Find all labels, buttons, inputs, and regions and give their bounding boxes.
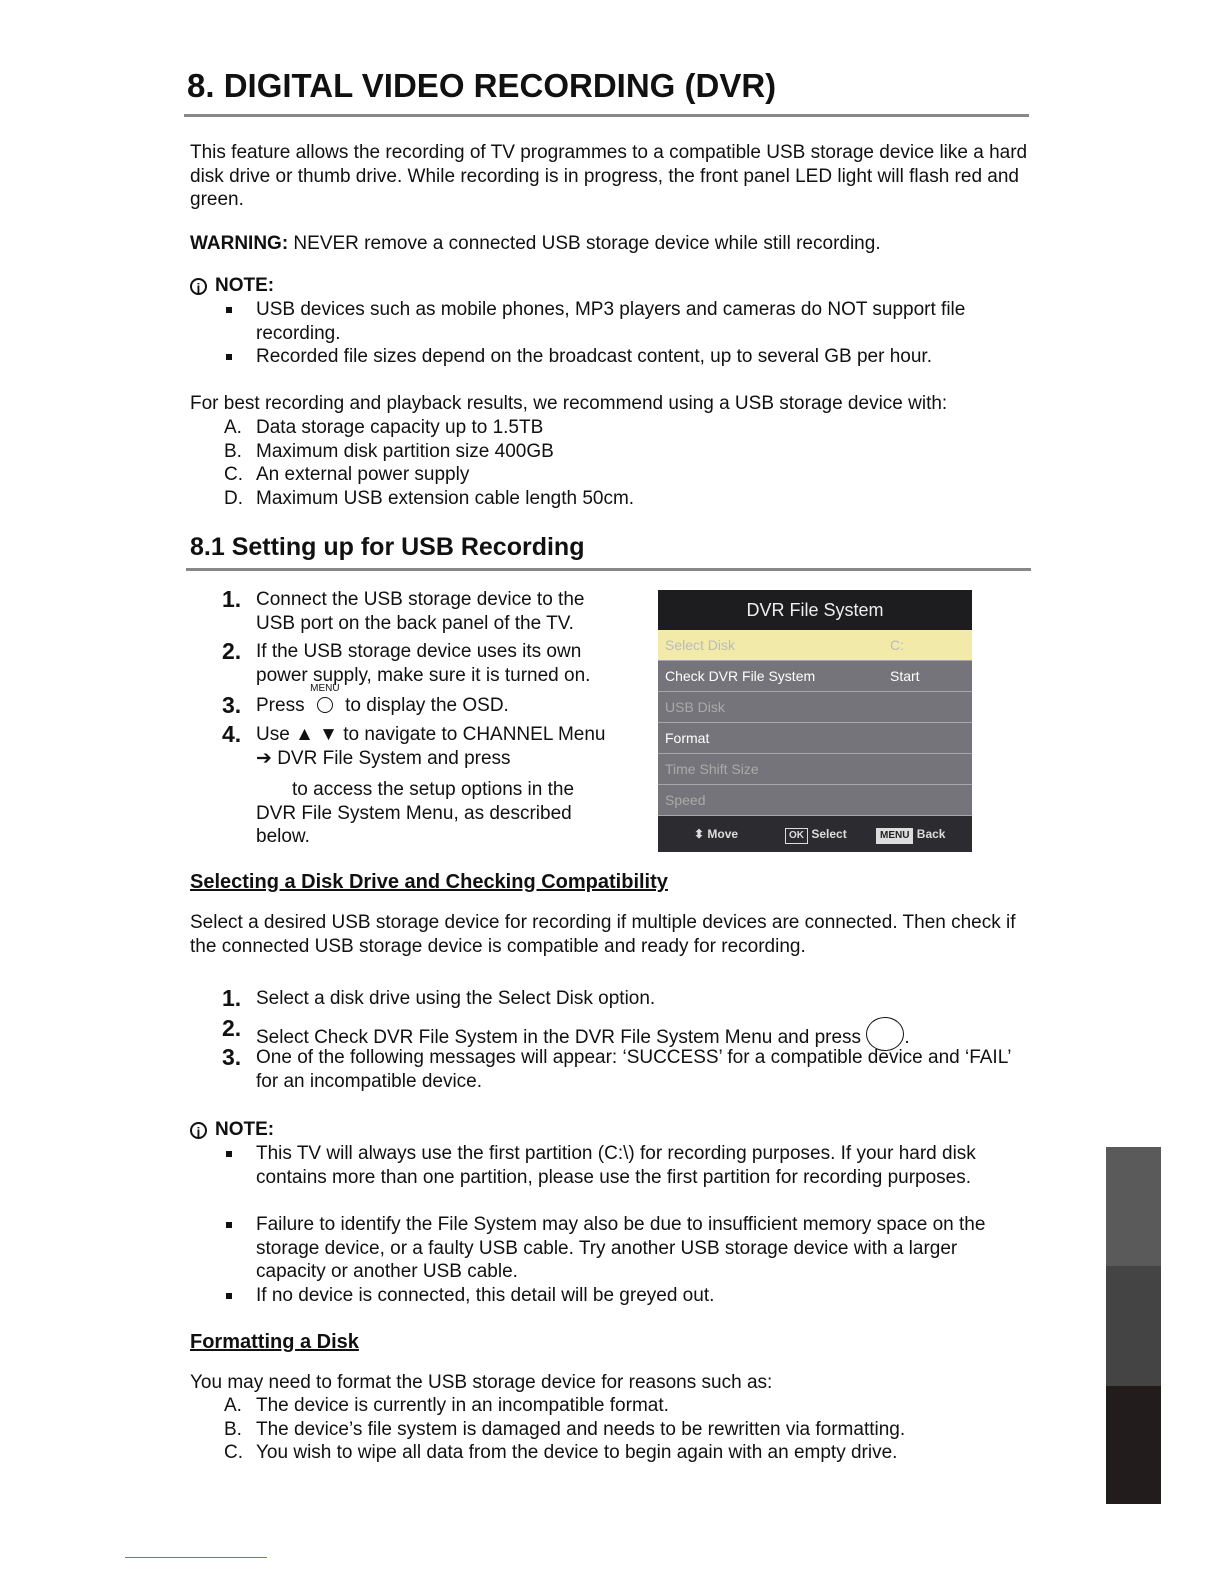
- list-item: C. You wish to wipe all data from the device to begin again with an empty drive.: [224, 1442, 898, 1463]
- list-item: A. Data storage capacity up to 1.5TB: [224, 417, 544, 438]
- intro-text: This feature allows the recording of TV programmes to a compatible USB storage device like a hard disk drive or thumb drive. While recording is in progress, the front panel LED light will flash red and green.: [190, 142, 1028, 211]
- osd-row-time-shift: Time Shift Size: [658, 754, 972, 785]
- osd-row-check-dvr: Check DVR File System Start: [658, 661, 972, 692]
- osd-row-select-disk: Select Disk C:: [658, 630, 972, 661]
- side-tab: [1106, 1266, 1161, 1386]
- list-item: USB devices such as mobile phones, MP3 players and cameras do NOT support file recording.: [256, 298, 1026, 345]
- list-item: C. An external power supply: [224, 464, 470, 485]
- section-heading: 8.1 Setting up for USB Recording: [190, 533, 585, 561]
- section-rule: [186, 568, 1031, 571]
- subheading-selecting: Selecting a Disk Drive and Checking Compatibility: [190, 871, 668, 893]
- side-tab: [1106, 1147, 1161, 1266]
- step-item: 1. Select a disk drive using the Select Disk option.: [222, 985, 656, 1011]
- osd-row-speed: Speed: [658, 785, 972, 816]
- list-item: B. The device’s file system is damaged and needs to be rewritten via formatting.: [224, 1419, 906, 1440]
- page-title: 8. DIGITAL VIDEO RECORDING (DVR): [187, 67, 777, 104]
- footer-line: [125, 1557, 267, 1558]
- step-item: 1. Connect the USB storage device to the USB port on the back panel of the TV.: [222, 586, 585, 634]
- select-hint: OK Select: [785, 816, 847, 852]
- osd-row-format: Format: [658, 723, 972, 754]
- step-item: 4. Use ▲ ▼ to navigate to CHANNEL Menu ➔ DVR File System and press: [222, 721, 606, 769]
- list-item: B. Maximum disk partition size 400GB: [224, 441, 554, 462]
- info-icon: i: [190, 278, 207, 295]
- bullet-icon: [226, 1222, 232, 1228]
- warning: [190, 232, 1035, 256]
- updown-icon: ⬍: [694, 827, 705, 841]
- note-heading: i NOTE:: [190, 1118, 274, 1142]
- step-item-cont: to access the setup options in the DVR File System Menu, as described below.: [256, 779, 575, 848]
- bullet-icon: [226, 354, 232, 360]
- note-label: NOTE:: [215, 275, 275, 296]
- back-hint: MENU Back: [876, 816, 945, 852]
- osd-menu-screenshot: [658, 590, 972, 852]
- list-item: Recorded file sizes depend on the broadcast content, up to several GB per hour.: [256, 345, 1036, 369]
- osd-title: DVR File System: [658, 590, 972, 630]
- step-item: 2. Select Check DVR File System in the DVR File System Menu and press .: [256, 1017, 1036, 1051]
- step-item: 2. If the USB storage device uses its own power supply, make sure it is turned on.: [222, 638, 591, 686]
- step-item: 3. Press MENU to display the OSD.: [222, 683, 509, 718]
- warning-text: NEVER remove a connected USB storage device while still recording.: [288, 233, 881, 254]
- note-heading: [190, 274, 274, 298]
- side-tab: [1106, 1386, 1161, 1504]
- osd-row-usb-disk: USB Disk: [658, 692, 972, 723]
- info-icon: i: [190, 1122, 207, 1139]
- subheading-formatting: Formatting a Disk: [190, 1331, 359, 1353]
- formatting-text: You may need to format the USB storage device for reasons such as:: [190, 1372, 773, 1393]
- list-item: Failure to identify the File System may also be due to insufficient memory space on the storage device, or a faulty USB cable. Try another USB storage device with a larger capacity or another USB cable.: [256, 1213, 1016, 1284]
- bullet-icon: [226, 1151, 232, 1157]
- list-item: A. The device is currently in an incompatible format.: [224, 1395, 669, 1416]
- move-hint: ⬍ Move: [694, 827, 739, 841]
- list-item: If no device is connected, this detail will be greyed out.: [256, 1284, 1036, 1308]
- list-item: This TV will always use the first partition (C:\) for recording purposes. If your hard disk contains more than one partition, please use the first partition for recording purposes.: [256, 1142, 1006, 1189]
- menu-button-icon: MENU: [310, 694, 340, 718]
- selecting-text: Select a desired USB storage device for recording if multiple devices are connected. Then check if the connected USB storage device is compatible and ready for recording.: [190, 912, 1016, 957]
- osd-footer: [658, 816, 972, 852]
- bullet-icon: [226, 307, 232, 313]
- recommend-text: For best recording and playback results, we recommend using a USB storage device with:: [190, 393, 948, 414]
- bullet-icon: [226, 1293, 232, 1299]
- title-rule: [184, 114, 1029, 117]
- warning-label: WARNING:: [190, 233, 289, 254]
- list-item: D. Maximum USB extension cable length 50cm.: [224, 488, 635, 509]
- step-item: 3. One of the following messages will appear: ‘SUCCESS’ for a compatible device and ‘FAIL’ for an incompatible device.: [222, 1044, 1011, 1092]
